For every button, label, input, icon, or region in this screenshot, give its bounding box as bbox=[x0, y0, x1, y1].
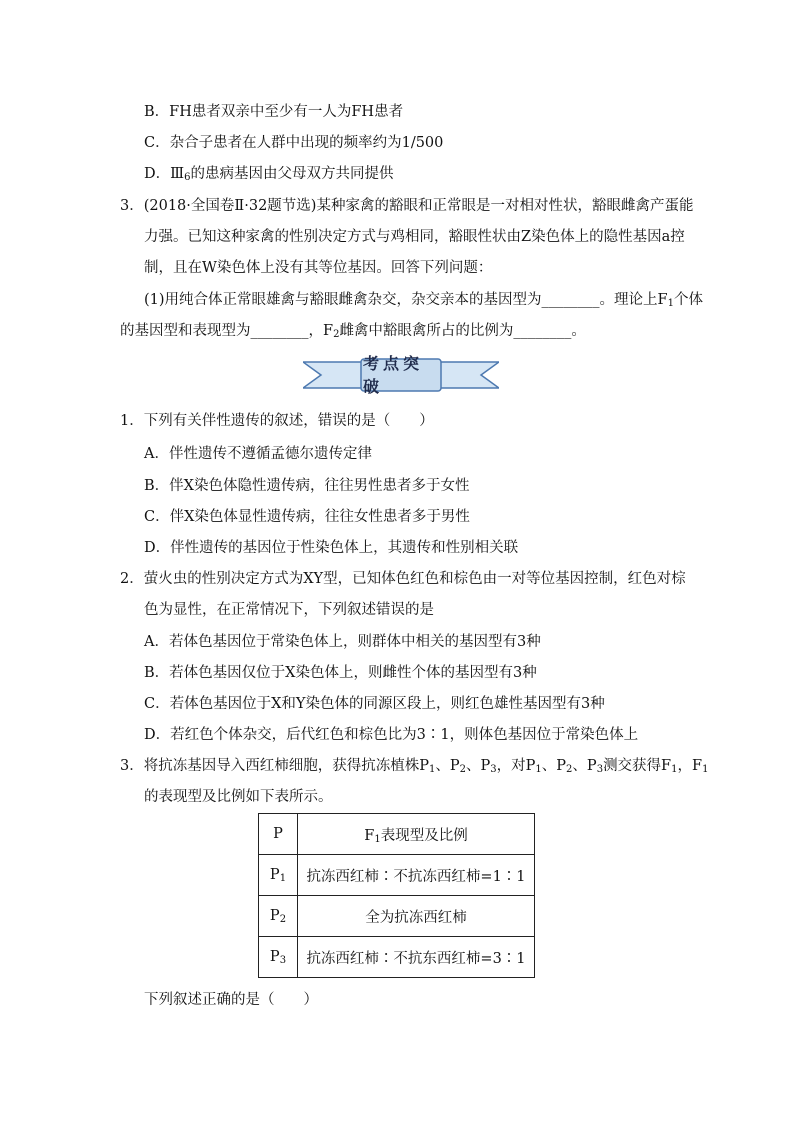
header-f1: $F_1$表现型及比例 bbox=[298, 814, 535, 855]
q1-option-b: B．伴X染色体隐性遗传病，往往男性患者多于女性 bbox=[144, 478, 470, 494]
question-3-sub2: 的基因型和表现型为________，$F_2$雌禽中豁眼禽所占的比例为________。 bbox=[120, 323, 586, 340]
section-banner bbox=[303, 354, 499, 396]
question-3-stem-line1: 3．(2018·全国卷Ⅱ·32题节选)某种家禽的豁眼和正常眼是一对相对性状，豁眼雌禽产蛋能 bbox=[120, 198, 694, 214]
row-result: 全为抗冻西红柿 bbox=[298, 896, 535, 937]
q3-stem-line2: 的表现型及比例如下表所示。 bbox=[144, 789, 333, 805]
row-p: $P_1$ bbox=[259, 855, 298, 896]
option-c: C．杂合子患者在人群中出现的频率约为1/500 bbox=[144, 135, 444, 151]
table-row bbox=[259, 937, 535, 978]
q2-option-b: B．若体色基因仅位于X染色体上，则雌性个体的基因型有3种 bbox=[144, 665, 537, 681]
q1-option-c: C．伴X染色体显性遗传病，往往女性患者多于男性 bbox=[144, 509, 470, 525]
q2-stem-line2: 色为显性，在正常情况下，下列叙述错误的是 bbox=[144, 602, 434, 618]
table-header-row bbox=[259, 814, 535, 855]
question-3-stem-line2: 力强。已知这种家禽的性别决定方式与鸡相同，豁眼性状由Z染色体上的隐性基因a控 bbox=[144, 229, 685, 245]
question-3-stem-line3: 制，且在W染色体上没有其等位基因。回答下列问题： bbox=[144, 260, 493, 276]
option-d: D．$Ⅲ_6$的患病基因由父母双方共同提供 bbox=[144, 166, 394, 183]
option-b: B．FH患者双亲中至少有一人为FH患者 bbox=[144, 104, 404, 120]
results-table bbox=[258, 813, 535, 978]
q1-option-d: D．伴性遗传的基因位于性染色体上，其遗传和性别相关联 bbox=[144, 540, 519, 556]
row-result: 抗冻西红柿∶不抗冻西红柿=1∶1 bbox=[298, 855, 535, 896]
q2-stem-line1: 2．萤火虫的性别决定方式为XY型，已知体色红色和棕色由一对等位基因控制，红色对棕 bbox=[120, 571, 686, 587]
banner-label: 考点突破 bbox=[363, 354, 424, 396]
question-3-sub1: (1)用纯合体正常眼雄禽与豁眼雌禽杂交，杂交亲本的基因型为________。理论上$F_1$个体 bbox=[144, 292, 703, 309]
table-row bbox=[259, 896, 535, 937]
q3-stem-line1: 3．将抗冻基因导入西红柿细胞，获得抗冻植株$P_1$、$P_2$、$P_3$，对$P_1$、$P_2$、$P_3$测交获得$F_1$，$F_1$ bbox=[120, 758, 709, 775]
q1-option-a: A．伴性遗传不遵循孟德尔遗传定律 bbox=[144, 446, 372, 462]
table-row bbox=[259, 855, 535, 896]
q3-after-table: 下列叙述正确的是（ ） bbox=[144, 992, 318, 1008]
q2-option-c: C．若体色基因位于X和Y染色体的同源区段上，则红色雄性基因型有3种 bbox=[144, 696, 605, 712]
q1-stem: 1．下列有关伴性遗传的叙述，错误的是（ ） bbox=[120, 413, 434, 429]
row-result: 抗冻西红柿∶不抗东西红柿=3∶1 bbox=[298, 937, 535, 978]
q2-option-d: D．若红色个体杂交，后代红色和棕色比为3∶1，则体色基因位于常染色体上 bbox=[144, 727, 639, 743]
row-p: $P_2$ bbox=[259, 896, 298, 937]
q2-option-a: A．若体色基因位于常染色体上，则群体中相关的基因型有3种 bbox=[144, 634, 541, 650]
row-p: $P_3$ bbox=[259, 937, 298, 978]
header-p: P bbox=[259, 814, 298, 855]
